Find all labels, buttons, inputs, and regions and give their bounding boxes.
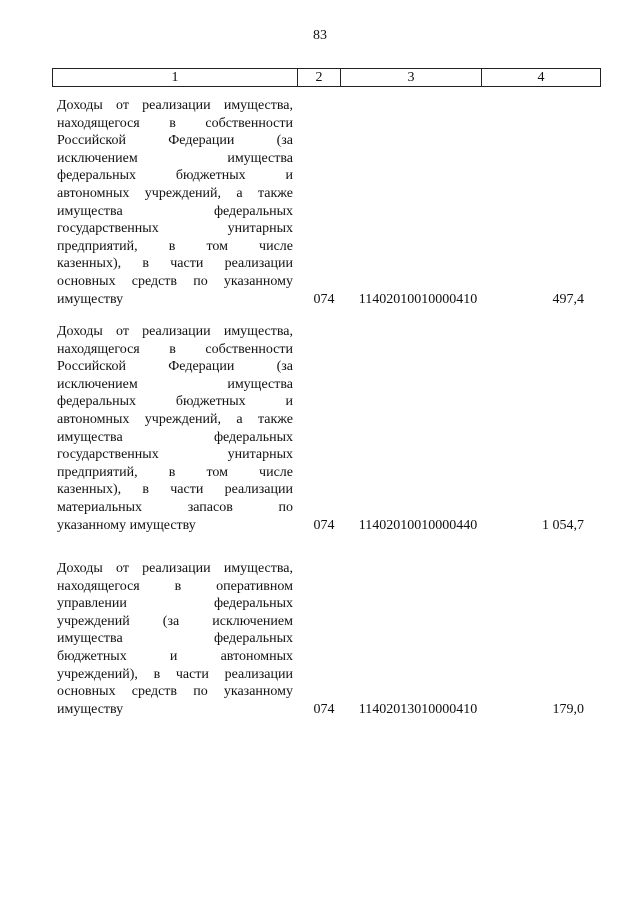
- row-description: [57, 323, 293, 534]
- description-line: находящегося в собственности: [57, 341, 293, 357]
- description-line: государственных унитарных: [57, 221, 293, 237]
- description-line: имущества федеральных: [57, 429, 293, 445]
- description-line: находящегося в оперативном: [57, 578, 293, 594]
- admin-code: 074: [313, 517, 335, 533]
- kbk-code: 11402010010000440: [358, 517, 478, 533]
- description-line: находящегося в собственности: [57, 115, 293, 131]
- header-col-3: 3: [341, 69, 482, 87]
- amount: 179,0: [552, 701, 584, 717]
- description-line: государственных унитарных: [57, 447, 293, 463]
- header-col-2: 2: [298, 69, 341, 87]
- description-line: федеральных бюджетных и: [57, 394, 293, 410]
- admin-code: 074: [313, 701, 335, 717]
- description-line: бюджетных и автономных: [57, 648, 293, 664]
- description-line: исключением имущества: [57, 150, 293, 166]
- amount: 1 054,7: [542, 517, 584, 533]
- description-line: основных средств по указанному: [57, 684, 293, 700]
- description-line: автономных учреждений, а также: [57, 411, 293, 427]
- description-line: предприятий, в том числе: [57, 464, 293, 480]
- page-number: 83: [313, 28, 327, 43]
- description-line: указанному имуществу: [57, 517, 196, 533]
- description-line: казенных), в части реализации: [57, 256, 293, 272]
- description-line: федеральных бюджетных и: [57, 168, 293, 184]
- description-line: учреждений), в части реализации: [57, 666, 293, 682]
- row-description: [57, 97, 293, 308]
- description-line: предприятий, в том числе: [57, 238, 293, 254]
- description-line: основных средств по указанному: [57, 273, 293, 289]
- description-line: управлении федеральных: [57, 596, 293, 612]
- description-line: автономных учреждений, а также: [57, 185, 293, 201]
- table-row: [52, 560, 600, 720]
- amount: 497,4: [552, 291, 584, 307]
- header-col-4: 4: [482, 69, 601, 87]
- row-description: [57, 560, 293, 718]
- table-row: [52, 323, 600, 538]
- description-line: казенных), в части реализации: [57, 482, 293, 498]
- description-line: исключением имущества: [57, 376, 293, 392]
- description-line: Доходы от реализации имущества,: [57, 561, 293, 576]
- description-line: Российской Федерации (за: [57, 133, 293, 149]
- kbk-code: 11402010010000410: [358, 291, 478, 307]
- description-line: имуществу: [57, 701, 124, 717]
- table-header: [52, 68, 601, 87]
- admin-code: 074: [313, 291, 335, 307]
- kbk-code: 11402013010000410: [358, 701, 478, 717]
- description-line: имуществу: [57, 291, 124, 307]
- description-line: Российской Федерации (за: [57, 359, 293, 375]
- table-row: [52, 97, 600, 312]
- description-line: материальных запасов по: [57, 499, 293, 515]
- description-line: учреждений (за исключением: [57, 613, 293, 629]
- description-line: имущества федеральных: [57, 631, 293, 647]
- header-col-1: 1: [53, 69, 298, 87]
- description-line: имущества федеральных: [57, 203, 293, 219]
- description-line: Доходы от реализации имущества,: [57, 324, 293, 339]
- description-line: Доходы от реализации имущества,: [57, 98, 293, 113]
